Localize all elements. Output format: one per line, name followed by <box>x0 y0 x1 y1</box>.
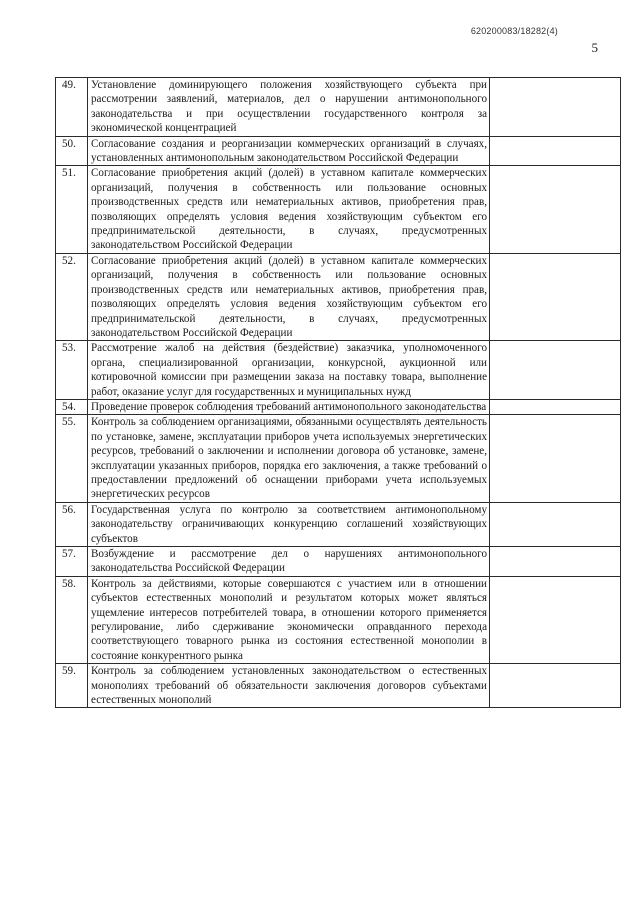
table-row <box>56 664 621 708</box>
row-description: Установление доминирующего положения хозяйствующего субъекта при рассмотрении заявлений, материалов, дел о нарушении антимонопольного законодательства и при осуществлении государственного контроля за экономической концентрацией <box>88 78 490 137</box>
row-number: 58. <box>56 576 88 663</box>
row-empty-cell <box>490 502 621 546</box>
row-number: 57. <box>56 547 88 577</box>
row-empty-cell <box>490 166 621 253</box>
table-row <box>56 253 621 340</box>
row-number: 49. <box>56 78 88 137</box>
table-row <box>56 78 621 137</box>
table-row <box>56 415 621 502</box>
row-number: 56. <box>56 502 88 546</box>
table-row <box>56 136 621 166</box>
row-number: 53. <box>56 341 88 400</box>
table-row <box>56 502 621 546</box>
row-empty-cell <box>490 547 621 577</box>
row-description: Согласование приобретения акций (долей) в уставном капитале коммерческих организаций, получения в собственность или пользование основных производственных средств или нематериальных активов, приобретения прав, позволяющих определять условия ведения хозяйствующим субъектом его предпринимательской деятельности, в случаях, предусмотренных законодательством Российской Федерации <box>88 253 490 340</box>
table-row <box>56 341 621 400</box>
table-row <box>56 576 621 663</box>
row-description: Согласование приобретения акций (долей) в уставном капитале коммерческих организаций, получения в собственность или пользование основных производственных средств или нематериальных активов, приобретения прав, позволяющих определять условия ведения хозяйствующим субъектом его предпринимательской деятельности, в случаях, предусмотренных законодательством Российской Федерации <box>88 166 490 253</box>
row-number: 55. <box>56 415 88 502</box>
row-description: Рассмотрение жалоб на действия (бездействие) заказчика, уполномоченного органа, специализированной организации, конкурсной, аукционной или котировочной комиссии при размещении заказа на поставку товара, выполнение работ, оказание услуг для государственных и муниципальных нужд <box>88 341 490 400</box>
row-description: Контроль за соблюдением организациями, обязанными осуществлять деятельность по установке, замене, эксплуатации приборов учета используемых энергетических ресурсов, требований о заключении и исполнении договора об установке, замене, эксплуатации указанных приборов, порядка его заключения, а также требований о предоставлении предложений об оснащении приборами учета используемых энергетических ресурсов <box>88 415 490 502</box>
row-description: Контроль за действиями, которые совершаются с участием или в отношении субъектов естественных монополий и результатом которых может являться ущемление интересов потребителей товара, в отношении которого применяется регулирование, либо сдерживание экономически оправданного перехода соответствующего товарного рынка из состояния естественной монополии в состояние конкурентного рынка <box>88 576 490 663</box>
row-empty-cell <box>490 399 621 414</box>
services-table <box>55 77 621 708</box>
row-empty-cell <box>490 78 621 137</box>
table-row <box>56 399 621 414</box>
row-number: 54. <box>56 399 88 414</box>
row-empty-cell <box>490 664 621 708</box>
row-number: 59. <box>56 664 88 708</box>
row-empty-cell <box>490 576 621 663</box>
row-empty-cell <box>490 341 621 400</box>
row-empty-cell <box>490 253 621 340</box>
row-description: Согласование создания и реорганизации коммерческих организаций в случаях, установленных антимонопольным законодательством Российской Федерации <box>88 136 490 166</box>
table-row <box>56 166 621 253</box>
document-code: 620200083/18282(4) <box>470 26 558 36</box>
page-number: 5 <box>591 40 598 55</box>
row-description: Возбуждение и рассмотрение дел о нарушениях антимонопольного законодательства Российской Федерации <box>88 547 490 577</box>
row-description: Государственная услуга по контролю за соответствием антимонопольному законодательству ограничивающих конкуренцию соглашений хозяйствующих субъектов <box>88 502 490 546</box>
row-description: Проведение проверок соблюдения требований антимонопольного законодательства <box>88 399 490 414</box>
row-empty-cell <box>490 136 621 166</box>
row-description: Контроль за соблюдением установленных законодательством о естественных монополиях требований об обязательности заключения договоров субъектами естественных монополий <box>88 664 490 708</box>
row-number: 50. <box>56 136 88 166</box>
row-empty-cell <box>490 415 621 502</box>
services-table-body <box>56 78 621 708</box>
row-number: 51. <box>56 166 88 253</box>
table-row <box>56 547 621 577</box>
row-number: 52. <box>56 253 88 340</box>
